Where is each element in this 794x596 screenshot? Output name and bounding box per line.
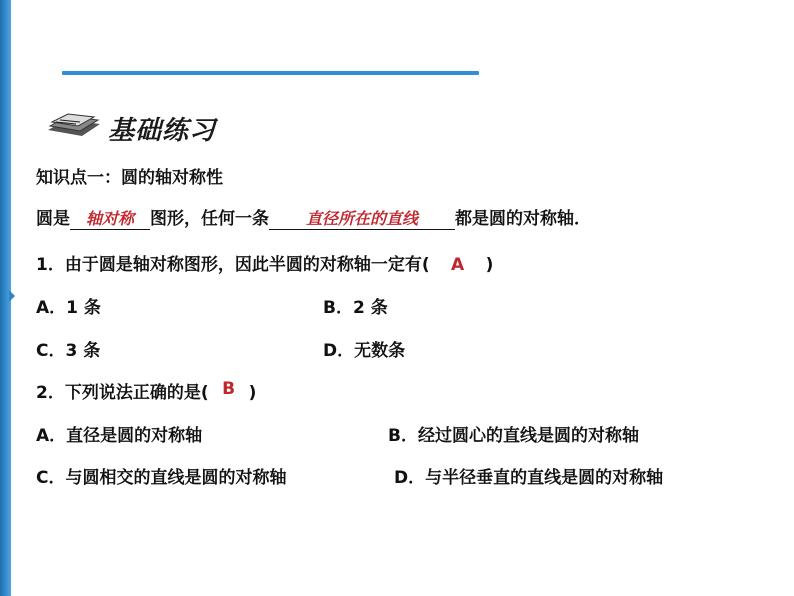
stacked-books-icon [46, 112, 102, 138]
question-2-option-b: B．经过圆心的直线是圆的对称轴 [388, 426, 639, 446]
section-heading: 知识点一：圆的轴对称性 [36, 168, 223, 188]
question-2-option-c: C．与圆相交的直线是圆的对称轴 [36, 468, 287, 488]
question-1-close: ) [485, 255, 494, 275]
answer-blank-1: 轴对称 [70, 209, 150, 230]
question-1-option-b: B．2 条 [323, 298, 388, 318]
banner-title: 基础练习 [108, 116, 217, 146]
question-2-option-a: A．直径是圆的对称轴 [36, 426, 203, 446]
question-1-stem [36, 250, 493, 275]
answer-blank-2: 直径所在的直线 [269, 209, 455, 230]
fill-text-3: 都是圆的对称轴． [455, 209, 591, 229]
section-banner [46, 108, 226, 144]
question-2-stem [36, 378, 256, 403]
question-1-option-d: D．无数条 [323, 341, 406, 361]
question-2-answer: B [222, 379, 236, 399]
question-1-option-c: C．3 条 [36, 341, 101, 361]
question-2-option-d: D．与半径垂直的直线是圆的对称轴 [394, 468, 664, 488]
question-2-text: 2．下列说法正确的是( [36, 383, 209, 403]
fill-text-2: 图形，任何一条 [150, 209, 269, 229]
question-2-close: ) [248, 383, 257, 403]
question-1-text: 1．由于圆是轴对称图形，因此半圆的对称轴一定有( [36, 255, 430, 275]
question-1-answer: A [451, 255, 465, 275]
fill-text-1: 圆是 [36, 209, 70, 229]
top-divider-line [62, 71, 479, 75]
question-1-option-a: A．1 条 [36, 298, 101, 318]
side-bar-notch [9, 290, 15, 302]
fill-sentence [36, 204, 591, 230]
